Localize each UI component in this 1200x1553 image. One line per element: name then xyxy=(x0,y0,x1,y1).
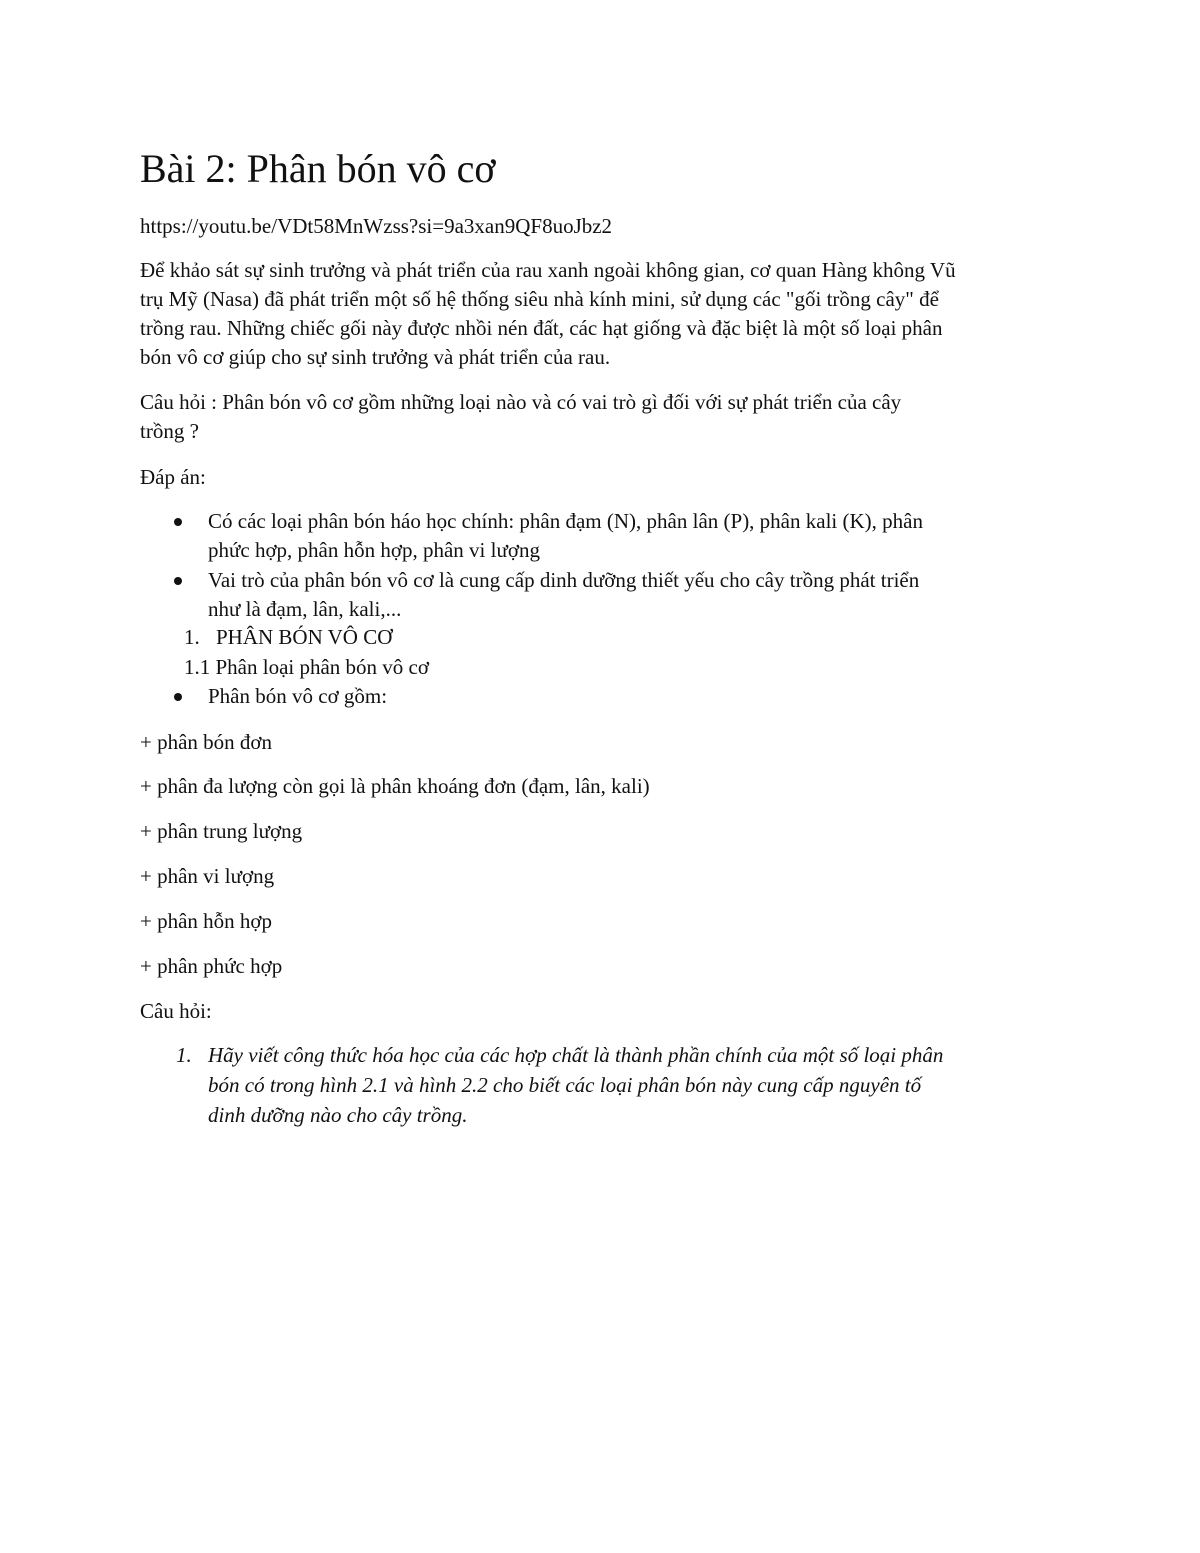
component-item: + phân đa lượng còn gọi là phân khoáng đơn (đạm, lân, kali) xyxy=(140,774,650,798)
component-item: + phân bón đơn xyxy=(140,730,273,754)
answer-bullet-line: phức hợp, phân hỗn hợp, phân vi lượng xyxy=(208,538,540,562)
answer-bullet-line: như là đạm, lân, kali,... xyxy=(208,597,402,621)
intro-line: bón vô cơ giúp cho sự sinh trưởng và phát triển của rau. xyxy=(140,345,611,369)
components-intro: Phân bón vô cơ gồm: xyxy=(208,684,388,708)
bullet-dot-icon xyxy=(174,518,182,526)
bullet-dot-icon xyxy=(174,693,182,701)
bullet-dot-icon xyxy=(174,577,182,585)
answer-label: Đáp án: xyxy=(140,465,206,489)
component-item: + phân vi lượng xyxy=(140,864,275,888)
final-question-line: bón có trong hình 2.1 và hình 2.2 cho biết các loại phân bón này cung cấp nguyên tố xyxy=(208,1073,922,1097)
component-item: + phân phức hợp xyxy=(140,954,283,978)
component-item: + phân trung lượng xyxy=(140,819,303,843)
answer-bullet-line: Vai trò của phân bón vô cơ là cung cấp dinh dưỡng thiết yếu cho cây trồng phát triển xyxy=(208,568,920,592)
section-heading: PHÂN BÓN VÔ CƠ xyxy=(216,625,393,649)
intro-line: trụ Mỹ (Nasa) đã phát triển một số hệ thống siêu nhà kính mini, sử dụng các "gối trồng cây" để xyxy=(140,287,939,311)
question-line: Câu hỏi : Phân bón vô cơ gồm những loại nào và có vai trò gì đối với sự phát triển của cây xyxy=(140,390,902,414)
section-number: 1. xyxy=(184,625,200,649)
final-question-label: Câu hỏi: xyxy=(140,999,212,1023)
final-question-number: 1. xyxy=(176,1043,192,1067)
intro-line: Để khảo sát sự sinh trưởng và phát triển của rau xanh ngoài không gian, cơ quan Hàng không Vũ xyxy=(140,258,956,282)
final-question-line: dinh dưỡng nào cho cây trồng. xyxy=(208,1103,468,1127)
answer-bullet-line: Có các loại phân bón háo học chính: phân đạm (N), phân lân (P), phân kali (K), phân xyxy=(208,509,923,533)
page-title: Bài 2: Phân bón vô cơ xyxy=(140,146,496,191)
video-link[interactable]: https://youtu.be/VDt58MnWzss?si=9a3xan9QF8uoJbz2 xyxy=(140,214,613,238)
subsection-heading: 1.1 Phân loại phân bón vô cơ xyxy=(184,655,429,679)
component-item: + phân hỗn hợp xyxy=(140,909,273,933)
final-question-line: Hãy viết công thức hóa học của các hợp chất là thành phần chính của một số loại phân xyxy=(208,1043,944,1067)
question-line: trồng ? xyxy=(140,419,199,443)
intro-line: trồng rau. Những chiếc gối này được nhồi nén đất, các hạt giống và đặc biệt là một số loại phân xyxy=(140,316,943,340)
